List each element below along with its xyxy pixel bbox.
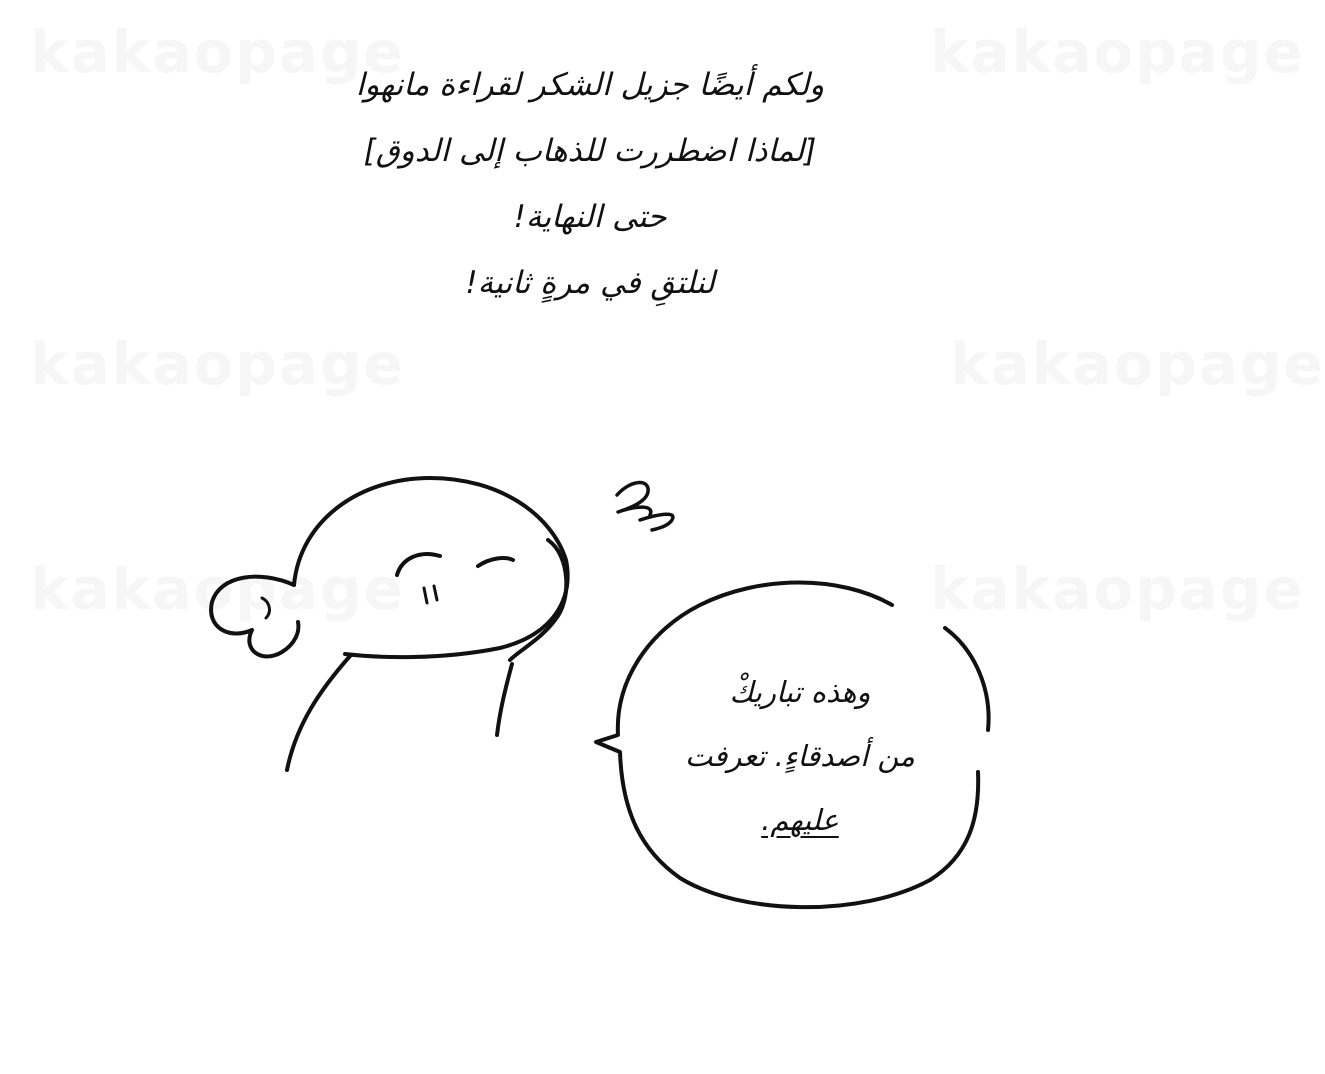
character-head xyxy=(294,478,568,657)
character-body xyxy=(497,664,512,735)
character-body xyxy=(287,656,350,770)
character-eye-right xyxy=(478,558,513,566)
watermark: kakaopage xyxy=(30,555,405,623)
thank-you-line: لنلتقِ في مرةٍ ثانية! xyxy=(465,265,715,301)
speech-bubble-text xyxy=(630,660,970,852)
watermark: kakaopage xyxy=(930,18,1305,86)
character-hair-bun-detail xyxy=(262,598,269,618)
thank-you-line: [لماذا اضطررت للذهاب إلى الدوق] xyxy=(363,133,817,169)
thank-you-line: ولكم أيضًا جزيل الشكر لقراءة مانهوا xyxy=(355,67,825,103)
motion-marks-icon xyxy=(640,514,673,530)
speech-line: عليهم. xyxy=(761,803,839,837)
watermark: kakaopage xyxy=(30,330,405,398)
character-hair-bun xyxy=(211,577,298,657)
speech-line: وهذه تباريكْ xyxy=(729,675,871,709)
thank-you-line: حتى النهاية! xyxy=(513,199,667,235)
character-nose xyxy=(434,586,437,600)
speech-line: من أصدقاءٍ. تعرفت xyxy=(685,739,915,773)
watermark: kakaopage xyxy=(930,555,1305,623)
motion-marks-icon xyxy=(617,483,651,515)
watermark: kakaopage xyxy=(30,18,405,86)
character-nose xyxy=(424,588,427,603)
watermark: kakaopage xyxy=(950,330,1325,398)
character-eye-left xyxy=(397,554,440,575)
